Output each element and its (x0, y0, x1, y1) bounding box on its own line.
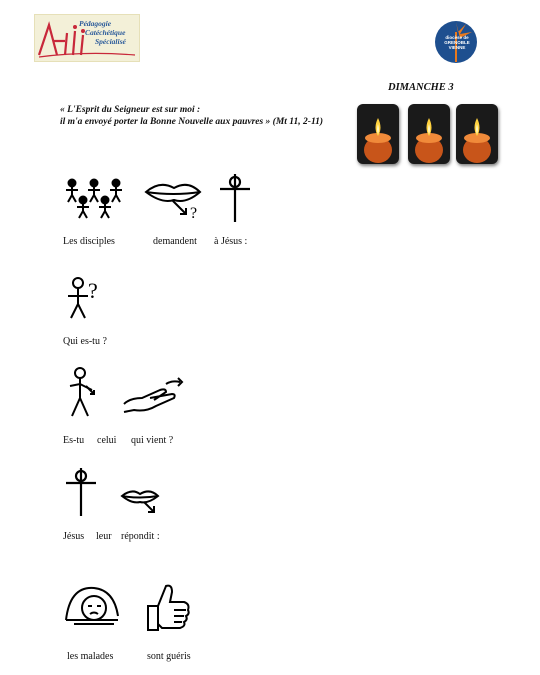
svg-text:?: ? (88, 278, 98, 303)
word-qui-es-tu: Qui es-tu ? (63, 336, 107, 347)
word-jesus: Jésus (63, 531, 85, 542)
word-leur: leur (96, 531, 112, 542)
advent-candle-lit-3 (456, 104, 498, 164)
quote-line-1: « L'Esprit du Seigneur est sur moi : (60, 105, 201, 115)
diocese-logo (432, 18, 480, 66)
person-question-pictogram (64, 276, 108, 322)
jesus-cross-pictogram-2 (64, 466, 98, 518)
jesus-cross-pictogram (218, 172, 252, 224)
word-sont-gueris: sont guéris (147, 651, 191, 662)
answer-mouth-pictogram (120, 486, 164, 516)
word-les-malades: les malades (67, 651, 114, 662)
thumbs-up-pictogram (144, 582, 192, 634)
word-a-jesus: à Jésus : (214, 236, 248, 247)
sick-person-pictogram (64, 580, 120, 630)
logo-line-3: Spécialisé (95, 37, 126, 46)
sunday-title: DIMANCHE 3 (388, 82, 454, 93)
advent-candle-lit-2 (408, 104, 450, 164)
quote-line-2: il m'a envoyé porter la Bonne Nouvelle aux pauvres » (Mt 11, 2-11) (60, 117, 324, 127)
word-qui-vient: qui vient ? (131, 435, 174, 446)
svg-text:?: ? (190, 205, 198, 222)
come-hand-pictogram (120, 374, 192, 418)
advent-candle-lit-1 (357, 104, 399, 164)
word-celui: celui (97, 435, 117, 446)
ask-mouth-pictogram (142, 178, 208, 222)
logo-line-1: Pédagogie (79, 19, 112, 28)
word-demandent: demandent (153, 236, 197, 247)
word-es-tu: Es-tu (63, 435, 85, 446)
person-you-pictogram (64, 366, 104, 420)
diocese-logo-text: diocèse de GRENOBLE VIENNE (444, 35, 470, 50)
bible-quote (60, 104, 323, 128)
word-les-disciples: Les disciples (63, 236, 115, 247)
logo-line-2: Catéchétique (85, 28, 126, 37)
word-repondit: répondit : (121, 531, 160, 542)
disciples-pictogram (64, 178, 124, 220)
pcs-logo (34, 14, 140, 62)
